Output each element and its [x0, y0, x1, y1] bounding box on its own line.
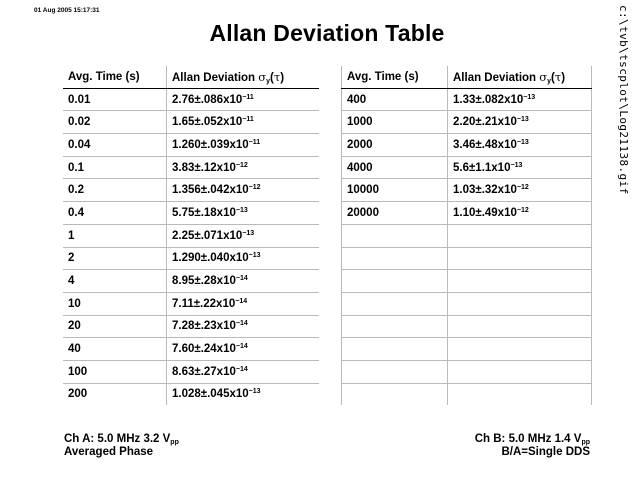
- allan-deviation-cell: [448, 292, 592, 315]
- header-avg-time: [342, 66, 448, 88]
- channel-a-info: [64, 433, 179, 459]
- channel-a-mode: Averaged Phase: [64, 446, 154, 458]
- table-row: [342, 383, 592, 405]
- allan-deviation-cell: [448, 360, 592, 383]
- file-path-label: c:\tvb\tscplot\Log21138.gif: [617, 5, 630, 195]
- header-avg-time-label: Avg. Time (s): [68, 70, 140, 83]
- avg-time-cell: 20: [63, 315, 167, 338]
- tau-open: (: [551, 71, 555, 84]
- table-row: [63, 292, 319, 315]
- allan-deviation-cell: [448, 134, 592, 157]
- allan-deviation-cell: [448, 247, 592, 270]
- deviation-exponent: −13: [510, 161, 523, 169]
- allan-deviation-cell: [167, 134, 320, 157]
- deviation-exponent: −14: [235, 297, 248, 305]
- table-row: [63, 270, 319, 293]
- header-avg-time-label: Avg. Time (s): [347, 70, 419, 83]
- table-header-row: [63, 66, 319, 88]
- channel-a-unit-sub: pp: [170, 439, 179, 446]
- table-body-left: [63, 88, 319, 405]
- page-title: Allan Deviation Table: [209, 20, 445, 46]
- table-row: [63, 179, 319, 202]
- deviation-mantissa: 5.6±1.1x10: [453, 161, 511, 174]
- table-row: [342, 134, 592, 157]
- avg-time-cell: 40: [63, 338, 167, 361]
- channel-b-unit-sub: pp: [581, 439, 590, 446]
- allan-deviation-cell: [167, 111, 320, 134]
- avg-time-cell: 0.4: [63, 202, 167, 225]
- allan-deviation-cell: [448, 179, 592, 202]
- avg-time-cell: [342, 292, 448, 315]
- avg-time-cell: 200: [63, 383, 167, 405]
- table-row: [63, 156, 319, 179]
- allan-deviation-cell: [167, 88, 320, 111]
- deviation-mantissa: 1.290±.040x10: [172, 252, 249, 265]
- avg-time-cell: 10000: [342, 179, 448, 202]
- channel-a-settings: Ch A: 5.0 MHz 3.2 V: [64, 433, 171, 445]
- allan-deviation-cell: [448, 156, 592, 179]
- table-row: [63, 134, 319, 157]
- sigma-subscript: y: [266, 77, 271, 85]
- allan-deviation-cell: [167, 338, 320, 361]
- deviation-exponent: −13: [523, 93, 536, 101]
- deviation-exponent: −12: [516, 206, 529, 214]
- deviation-exponent: −11: [242, 93, 254, 101]
- avg-time-cell: 0.04: [63, 134, 167, 157]
- allan-deviation-cell: [448, 224, 592, 247]
- avg-time-cell: 0.01: [63, 88, 167, 111]
- avg-time-cell: 1000: [342, 111, 448, 134]
- deviation-mantissa: 1.10±.49x10: [453, 206, 517, 219]
- allan-deviation-cell: [167, 156, 320, 179]
- avg-time-cell: 400: [342, 88, 448, 111]
- header-avg-time: [63, 66, 167, 88]
- avg-time-cell: [342, 360, 448, 383]
- allan-deviation-cell: [448, 111, 592, 134]
- avg-time-cell: 10: [63, 292, 167, 315]
- avg-time-cell: [342, 270, 448, 293]
- deviation-mantissa: 7.60±.24x10: [172, 343, 236, 356]
- sigma-symbol: σ: [539, 69, 548, 84]
- table-row: [63, 202, 319, 225]
- deviation-mantissa: 1.356±.042x10: [172, 184, 249, 197]
- avg-time-cell: 4: [63, 270, 167, 293]
- avg-time-cell: 0.2: [63, 179, 167, 202]
- sigma-symbol: σ: [258, 69, 267, 84]
- deviation-exponent: −13: [242, 229, 255, 237]
- deviation-exponent: −14: [235, 275, 248, 283]
- tau-close: ): [561, 71, 566, 84]
- allan-deviation-cell: [448, 88, 592, 111]
- deviation-mantissa: 7.28±.23x10: [172, 320, 236, 333]
- deviation-mantissa: 1.028±.045x10: [172, 388, 249, 401]
- tau-close: ): [280, 71, 285, 84]
- channel-b-info: [475, 433, 590, 459]
- deviation-exponent: −13: [248, 252, 261, 260]
- sigma-subscript: y: [547, 77, 552, 85]
- avg-time-cell: 2000: [342, 134, 448, 157]
- deviation-mantissa: 7.11±.22x10: [172, 297, 236, 310]
- deviation-mantissa: 1.65±.052x10: [172, 116, 243, 129]
- deviation-exponent: −13: [248, 388, 261, 396]
- allan-deviation-cell: [448, 315, 592, 338]
- allan-deviation-cell: [167, 247, 320, 270]
- deviation-mantissa: 2.25±.071x10: [172, 229, 243, 242]
- avg-time-cell: 20000: [342, 202, 448, 225]
- deviation-exponent: −11: [248, 138, 261, 146]
- table-row: [342, 360, 592, 383]
- deviation-exponent: −13: [235, 206, 248, 214]
- deviation-mantissa: 3.83±.12x10: [172, 161, 236, 174]
- header-deviation-label: Allan Deviation: [172, 71, 259, 84]
- tau-symbol: τ: [273, 69, 281, 84]
- allan-deviation-cell: [167, 292, 320, 315]
- header-allan-deviation: [448, 66, 592, 88]
- table-row: [342, 292, 592, 315]
- timestamp: 01 Aug 2005 15:17:31: [34, 7, 100, 14]
- table-header-row: [342, 66, 592, 88]
- table-row: [342, 338, 592, 361]
- avg-time-cell: 1: [63, 224, 167, 247]
- table-row: [342, 247, 592, 270]
- deviation-exponent: −13: [516, 138, 529, 146]
- table-row: [63, 88, 319, 111]
- avg-time-cell: 2: [63, 247, 167, 270]
- table-row: [342, 315, 592, 338]
- channel-a-line1: [64, 433, 179, 446]
- deviation-mantissa: 8.95±.28x10: [172, 275, 236, 288]
- table-row: [342, 179, 592, 202]
- deviation-mantissa: 5.75±.18x10: [172, 206, 236, 219]
- table-row: [342, 270, 592, 293]
- avg-time-cell: [342, 224, 448, 247]
- deviation-exponent: −11: [242, 116, 254, 124]
- avg-time-cell: 0.1: [63, 156, 167, 179]
- deviation-mantissa: 3.46±.48x10: [453, 138, 517, 151]
- allan-deviation-cell: [167, 202, 320, 225]
- tau-open: (: [270, 71, 274, 84]
- allan-table-left: [63, 66, 319, 405]
- avg-time-cell: 100: [63, 360, 167, 383]
- avg-time-cell: 4000: [342, 156, 448, 179]
- deviation-exponent: −12: [248, 184, 261, 192]
- allan-deviation-cell: [448, 383, 592, 405]
- table-row: [63, 111, 319, 134]
- deviation-exponent: −14: [235, 320, 248, 328]
- header-allan-deviation: [167, 66, 320, 88]
- allan-deviation-cell: [167, 383, 320, 405]
- avg-time-cell: [342, 315, 448, 338]
- allan-deviation-cell: [167, 179, 320, 202]
- table-row: [63, 383, 319, 405]
- channel-b-mode: B/A=Single DDS: [501, 446, 590, 458]
- table-body-right: [342, 88, 592, 405]
- header-deviation-label: Allan Deviation: [453, 71, 540, 84]
- channel-b-line1: [475, 433, 590, 446]
- table-row: [342, 88, 592, 111]
- allan-deviation-cell: [448, 202, 592, 225]
- deviation-mantissa: 2.76±.086x10: [172, 93, 243, 106]
- deviation-mantissa: 8.63±.27x10: [172, 365, 236, 378]
- allan-deviation-cell: [448, 270, 592, 293]
- deviation-exponent: −14: [235, 365, 248, 373]
- table-row: [63, 338, 319, 361]
- table-row: [342, 111, 592, 134]
- avg-time-cell: 0.02: [63, 111, 167, 134]
- avg-time-cell: [342, 247, 448, 270]
- tau-symbol: τ: [554, 69, 562, 84]
- allan-deviation-cell: [448, 338, 592, 361]
- allan-deviation-cell: [167, 270, 320, 293]
- table-row: [63, 224, 319, 247]
- deviation-exponent: −14: [235, 343, 248, 351]
- table-row: [342, 224, 592, 247]
- deviation-exponent: −13: [516, 116, 529, 124]
- avg-time-cell: [342, 338, 448, 361]
- allan-deviation-cell: [167, 224, 320, 247]
- table-row: [63, 247, 319, 270]
- table-row: [63, 315, 319, 338]
- channel-b-settings: Ch B: 5.0 MHz 1.4 V: [474, 433, 582, 445]
- deviation-exponent: −12: [516, 184, 529, 192]
- deviation-mantissa: 2.20±.21x10: [453, 116, 517, 129]
- allan-deviation-cell: [167, 360, 320, 383]
- table-row: [342, 156, 592, 179]
- deviation-mantissa: 1.33±.082x10: [453, 93, 524, 106]
- avg-time-cell: [342, 383, 448, 405]
- table-row: [63, 360, 319, 383]
- deviation-mantissa: 1.03±.32x10: [453, 184, 517, 197]
- table-row: [342, 202, 592, 225]
- deviation-mantissa: 1.260±.039x10: [172, 138, 249, 151]
- deviation-exponent: −12: [235, 161, 248, 169]
- allan-table-right: [341, 66, 592, 405]
- allan-deviation-cell: [167, 315, 320, 338]
